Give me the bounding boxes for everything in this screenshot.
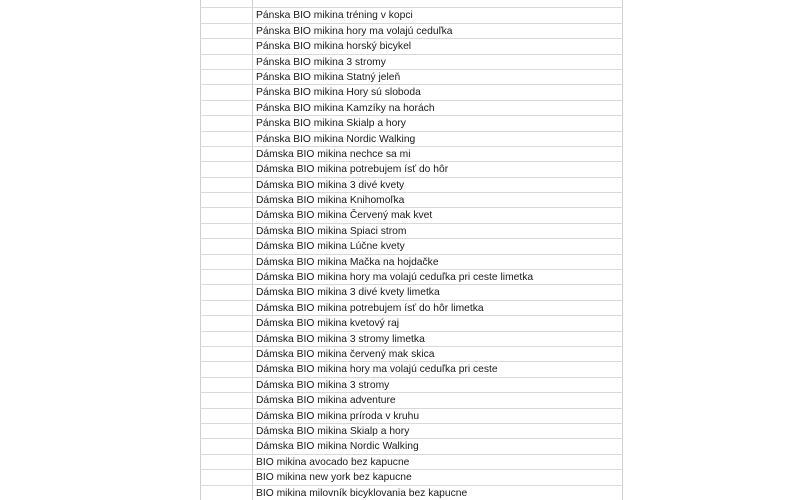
- product-name-cell[interactable]: Dámska BIO mikina adventure: [256, 395, 396, 407]
- table-row[interactable]: [200, 0, 623, 8]
- table-row[interactable]: [200, 439, 623, 454]
- product-name-cell[interactable]: Pánska BIO mikina tréning v kopci: [256, 10, 413, 22]
- table-row[interactable]: [200, 332, 623, 347]
- table-row[interactable]: [200, 85, 623, 100]
- table-row[interactable]: [200, 285, 623, 300]
- table-row[interactable]: [200, 270, 623, 285]
- table-row[interactable]: [200, 132, 623, 147]
- product-name-cell[interactable]: Dámska BIO mikina hory ma volajú ceduľka pri ceste limetka: [256, 272, 534, 284]
- product-name-cell[interactable]: Dámska BIO mikina Lúčne kvety: [256, 241, 405, 253]
- table-row[interactable]: [200, 424, 623, 439]
- product-name-cell[interactable]: Dámska BIO mikina potrebujem ísť do hôr: [256, 164, 449, 176]
- table-row[interactable]: [200, 147, 623, 162]
- product-name-cell[interactable]: Dámska BIO mikina 3 divé kvety limetka: [256, 287, 440, 299]
- table-row[interactable]: [200, 70, 623, 85]
- table-row[interactable]: [200, 162, 623, 177]
- product-name-cell[interactable]: Dámska BIO mikina nechce sa mi: [256, 148, 411, 160]
- table-row[interactable]: [200, 316, 623, 331]
- product-name-cell[interactable]: Dámska BIO mikina 3 divé kvety: [256, 179, 405, 191]
- product-name-cell[interactable]: Pánska BIO mikina hory ma volajú ceduľka: [256, 25, 453, 37]
- table-row[interactable]: [200, 470, 623, 485]
- product-name-cell[interactable]: Dámska BIO mikina potrebujem ísť do hôr limetka: [256, 302, 484, 314]
- product-name-cell[interactable]: Dámska BIO mikina Červený mak kvet: [256, 210, 433, 222]
- product-name-cell[interactable]: Pánska BIO mikina 3 stromy: [256, 56, 386, 68]
- table-row[interactable]: [200, 239, 623, 254]
- product-name-cell[interactable]: Dámska BIO mikina kvetový raj: [256, 318, 400, 330]
- table-row[interactable]: [200, 347, 623, 362]
- product-name-cell[interactable]: Pánska BIO mikina Nordic Walking: [256, 133, 416, 145]
- table-row[interactable]: [200, 301, 623, 316]
- table-row[interactable]: [200, 455, 623, 470]
- product-name-cell[interactable]: Dámska BIO mikina 3 stromy: [256, 379, 390, 391]
- product-name-cell[interactable]: Dámska BIO mikina Mačka na hojdačke: [256, 256, 439, 268]
- product-name-cell[interactable]: BIO mikina new york bez kapucne: [256, 472, 412, 484]
- table-row[interactable]: [200, 378, 623, 393]
- product-name-cell[interactable]: Pánska BIO mikina Statný jeleň: [256, 71, 401, 83]
- product-name-cell[interactable]: BIO mikina milovník bicyklovania bez kapucne: [256, 487, 468, 499]
- table-row[interactable]: [200, 393, 623, 408]
- table-row[interactable]: [200, 409, 623, 424]
- table-row[interactable]: [200, 55, 623, 70]
- product-name-cell[interactable]: Dámska BIO mikina hory ma volajú ceduľka pri ceste: [256, 364, 498, 376]
- product-name-cell[interactable]: Pánska BIO mikina horský bicykel: [256, 41, 412, 53]
- table-row[interactable]: [200, 39, 623, 54]
- product-name-cell[interactable]: Dámska BIO mikina Knihomoľka: [256, 195, 405, 207]
- table-row[interactable]: [200, 8, 623, 23]
- table-row[interactable]: [200, 224, 623, 239]
- product-name-cell[interactable]: Pánska BIO mikina Kamzíky na horách: [256, 102, 435, 114]
- table-row[interactable]: [200, 178, 623, 193]
- table-row[interactable]: [200, 486, 623, 500]
- table-row[interactable]: [200, 255, 623, 270]
- product-name-cell[interactable]: Dámska BIO mikina 3 stromy limetka: [256, 333, 425, 345]
- table-row[interactable]: [200, 362, 623, 377]
- product-name-cell[interactable]: Dámska BIO mikina Nordic Walking: [256, 441, 419, 453]
- table-row[interactable]: [200, 101, 623, 116]
- product-name-cell[interactable]: Pánska BIO mikina Skialp a hory: [256, 118, 406, 130]
- product-name-cell[interactable]: Dámska BIO mikina príroda v kruhu: [256, 410, 420, 422]
- product-name-cell[interactable]: Dámska BIO mikina Skialp a hory: [256, 425, 410, 437]
- table-row[interactable]: [200, 24, 623, 39]
- product-name-cell[interactable]: Dámska BIO mikina červený mak skica: [256, 348, 435, 360]
- table-row[interactable]: [200, 116, 623, 131]
- product-name-cell[interactable]: Dámska BIO mikina Spiaci strom: [256, 225, 407, 237]
- product-list: [200, 0, 623, 500]
- table-row[interactable]: [200, 193, 623, 208]
- product-name-cell[interactable]: Pánska BIO mikina Hory sú sloboda: [256, 87, 421, 99]
- product-name-cell[interactable]: BIO mikina avocado bez kapucne: [256, 456, 410, 468]
- table-row[interactable]: [200, 208, 623, 223]
